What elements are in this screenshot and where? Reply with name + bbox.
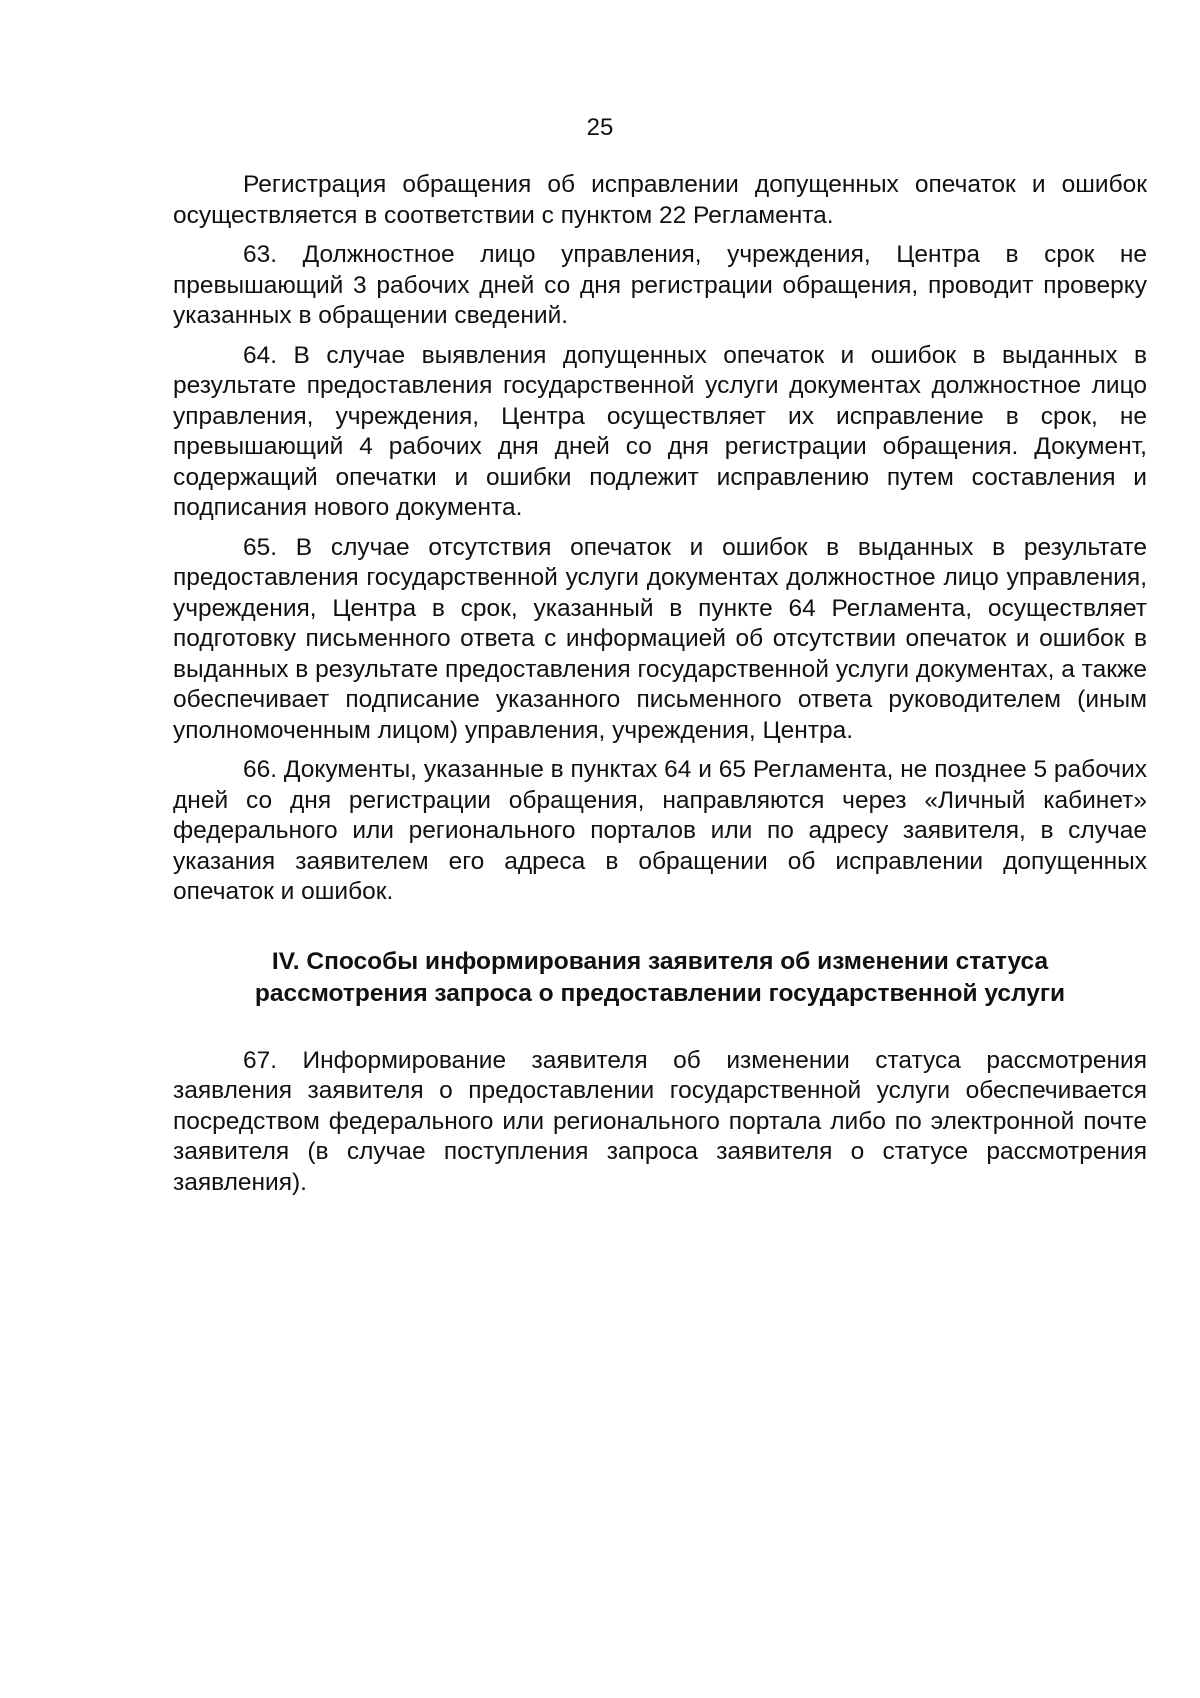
page-number: 25 (586, 114, 614, 141)
section-heading-line-2: рассмотрения запроса о предоставлении государственной услуги (254, 979, 1066, 1007)
document-body (173, 170, 1147, 1207)
paragraph-64: 64. В случае выявления допущенных опечаток и ошибок в выданных в результате предоставления государственной услуги документах должностное лицо управления, учреждения, Центра осуществляет их исправление в срок, не превышающий 4 рабочих дня дней со дня регистрации обращения. Документ, содержащий опечатки и ошибки подлежит исправлению путем составления и подписания нового документа. (173, 341, 1147, 521)
section-heading-line-1: IV. Способы информирования заявителя об изменении статуса (271, 947, 1049, 975)
section-heading (173, 946, 1147, 1010)
paragraph-registration: Регистрация обращения об исправлении допущенных опечаток и ошибок осуществляется в соответствии с пунктом 22 Регламента. (173, 171, 1147, 229)
paragraph-66: 66. Документы, указанные в пунктах 64 и 65 Регламента, не позднее 5 рабочих дней со дня регистрации обращения, направляются через «Личный кабинет» федерального или регионального порталов или по адресу заявителя, в случае указания заявителем его адреса в обращении об исправлении допущенных опечаток и ошибок. (173, 756, 1147, 905)
paragraph-63: 63. Должностное лицо управления, учреждения, Центра в срок не превышающий 3 рабочих дней со дня регистрации обращения, проводит проверку указанных в обращении сведений. (173, 241, 1147, 329)
paragraph-65: 65. В случае отсутствия опечаток и ошибок в выданных в результате предоставления государственной услуги документах должностное лицо управления, учреждения, Центра в срок, указанный в пункте 64 Регламента, осуществляет подготовку письменного ответа с информацией об отсутствии опечаток и ошибок в выданных в результате предоставления государственной услуги документах, а также обеспечивает подписание указанного письменного ответа руководителем (иным уполномоченным лицом) управления, учреждения, Центра. (173, 533, 1147, 744)
paragraph-67: 67. Информирование заявителя об изменении статуса рассмотрения заявления заявителя о предоставлении государственной услуги обеспечивается посредством федерального или регионального портала либо по электронной почте заявителя (в случае поступления запроса заявителя о статусе рассмотрения заявления). (173, 1046, 1147, 1196)
